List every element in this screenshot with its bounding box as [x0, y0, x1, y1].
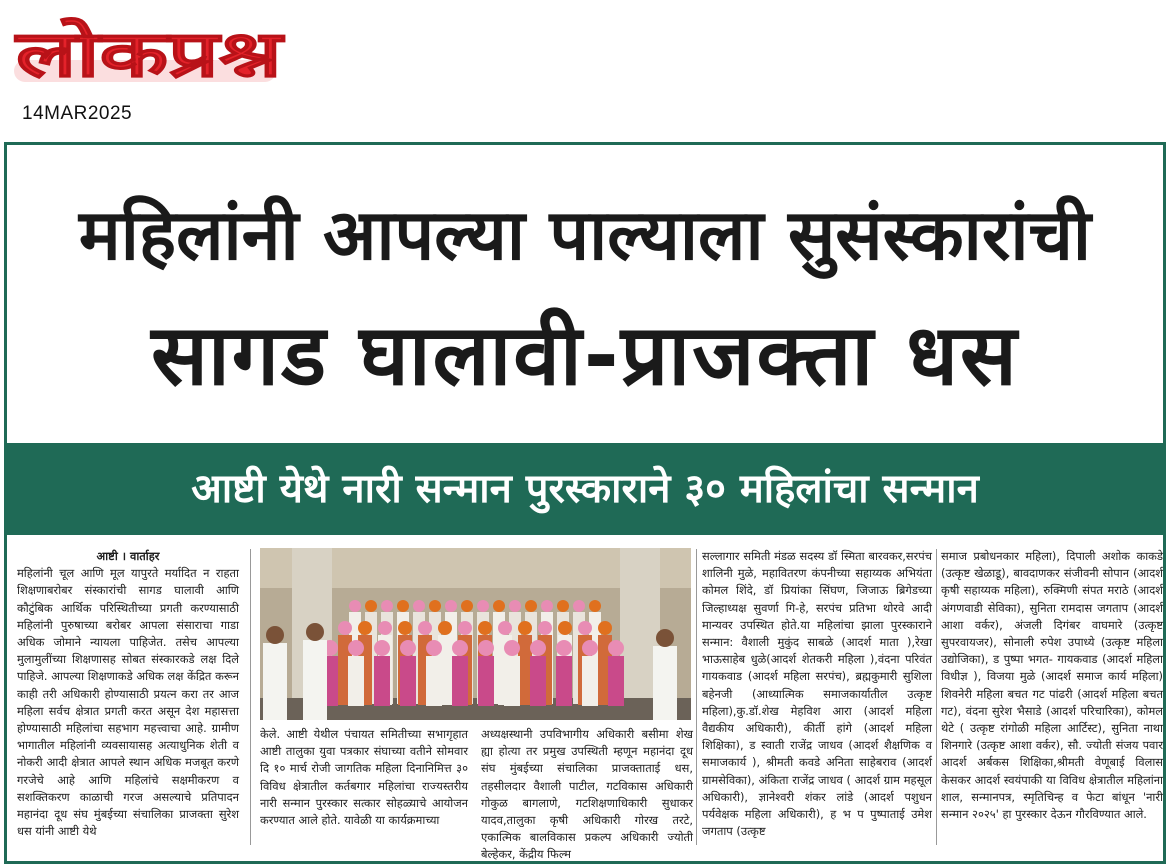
person-figure	[400, 656, 416, 706]
person-head	[598, 621, 612, 635]
person-head	[478, 621, 492, 635]
person-head	[306, 623, 324, 641]
person-head	[438, 621, 452, 635]
issue-date: 14MAR2025	[22, 103, 133, 124]
person-figure	[582, 656, 598, 706]
person-head	[397, 600, 409, 612]
person-head	[458, 621, 472, 635]
person-head	[478, 640, 494, 656]
person-figure	[608, 656, 624, 706]
person-head	[349, 600, 361, 612]
column-divider	[250, 549, 251, 845]
newspaper-logo[interactable]	[10, 2, 290, 98]
person-head	[365, 600, 377, 612]
article-photo[interactable]	[260, 548, 691, 720]
person-head	[656, 629, 674, 647]
group-photo-icon	[260, 548, 691, 720]
person-figure	[452, 656, 468, 706]
person-figure	[504, 656, 520, 706]
person-head	[589, 600, 601, 612]
person-head	[477, 600, 489, 612]
person-head	[556, 640, 572, 656]
subheadline-bar	[7, 443, 1163, 535]
column-2-text: केले. आष्टी येथील पंचायत समितीच्या सभागृहात आष्टी तालुका युवा पत्रकार संघाच्या वतीने सोमवार दि १० मार्च रोजी जागतिक महिला दिनानिमित्त ३० विविध क्षेत्रातील कर्तबगार महिलांचा राज्यस्तरीय नारी सन्मान पुरस्कार सत्कार सोहळ्याचे आयोजन करण्यात आले होते. यावेळी या कार्यक्रमाच्या	[260, 727, 468, 828]
person-figure	[478, 656, 494, 706]
person-head	[358, 621, 372, 635]
person-head	[504, 640, 520, 656]
person-head	[378, 621, 392, 635]
dateline: आष्टी । वार्ताहर	[96, 549, 160, 563]
column-3-text: अध्यक्षस्थानी उपविभागीय अधिकारी बसीमा शेख ह्या होत्या तर प्रमुख उपस्थिती म्हणून महानंदा दूध संघ मुंबईच्या संचालिका प्राजक्ताताई धस, तहसीलदार वैशाली पाटील, गटविकास अधिकारी गोकुळ बागलाणे, गटशिक्षणाधिकारी सुधाकर यादव,तालुका कृषी अधिकारी गोरख तरटे, एकात्मिक बालविकास प्रकल्प अधिकारी ज्योती बेल्हेकर, केंद्रीय फिल्म	[481, 727, 693, 862]
column-5-text: समाज प्रबोधनकार महिला), दिपाली अशोक काकडे (उत्कृष्ट खेळाडू), बावदाणकर संजीवनी सोपान (आदर्श कृषी सहाय्यक महिला), रुक्मिणी संपत मराठे (आदर्श अंगणवाडी सेविका), सुनिता रामदास जगताप (आदर्श आशा वर्कर), अंजली दिगंबर वाघमारे (उत्कृष्ट सुपरवायजर), सोनाली रुपेश उपाध्ये (उत्कृष्ट महिला उद्योजिका), ड पुष्पा भगत- गायकवाड (आदर्श महिला विधीज्ञ ), विजया मुळे (आदर्श समाज कार्य महिला) शिवनेरी महिला बचत गट पांढरी (आदर्श महिला बचत गट), वंदना सुरेश भैसाडे (आदर्श परिचारिका), कोमल थेटे ( उत्कृष्ट रांगोळी महिला आर्टिस्ट), सुनिता नाथा शिनगारे (उत्कृष्ट आशा वर्कर), सौ. ज्योती संजय पवार आदर्श अर्बकस शिक्षिका,श्रीमती वेणूबाई विलास केसकर आदर्श स्वयंपाकी या विविध क्षेत्रातील महिलांना शाल, सन्मानपत्र, स्मृतिचिन्ह व फेटा बांधून 'नारी सन्मान २०२५' हा पुरस्कार देऊन गौरविण्यात आले.	[941, 549, 1163, 822]
person-head	[381, 600, 393, 612]
person-figure	[374, 656, 390, 706]
headline-line-2: सागड घालावी-प्राजक्ता धस	[151, 306, 1019, 404]
article-column-2	[260, 726, 468, 851]
person-head	[429, 600, 441, 612]
person-figure	[426, 656, 442, 706]
person-head	[509, 600, 521, 612]
column-4-text: सल्लागार समिती मंडळ सदस्य डॉ स्मिता बारवकर,सरपंच शालिनी मुळे, महावितरण कंपनीच्या सहाय्यक अभियंता कोमल शिंदे, डॉ प्रियांका सिंघण, जिजाऊ ब्रिगेडच्या जिल्हाध्यक्ष सुवर्णा गि-हे, सरपंच प्रतिभा थोरवे आदी मान्यवर उपस्थित होते.या महिलांचा झाला पुरस्काराने सन्मान: वैशाली मुकुंद साबळे (आदर्श माता ),रेखा भाऊसाहेब धुळे(आदर्श शेतकरी महिला ),वंदना परिवंत गायकवाड (आदर्श महिला सरपंच), ब्रह्मकुमारी सुशिला बहेनजी (आध्यात्मिक समाजकार्यातील उत्कृष्ट महिला),कु.डॉ.शेख मेहविश आरा (आदर्श महिला वैद्यकीय अधिकारी), कीर्ती हांगे (आदर्श महिला शिक्षिका), ड स्वाती राजेंद्र जाधव (आदर्श शैक्षणिक व समाजकार्य ), श्रीमती कवडे अनिता साहेबराव (आदर्श ग्रामसेविका), अंकिता राजेंद्र जाधव ( आदर्श ग्राम महसूल अधिकारी), ज्ञानेश्वरी शंकर लांडे (आदर्श पशुधन पर्यवेक्षक महिला अधिकारी), ह भ प पुष्पाताई उमेश जगताप (उत्कृष्ट	[702, 549, 932, 839]
person-figure	[263, 643, 287, 720]
person-head	[558, 621, 572, 635]
person-figure	[303, 640, 327, 720]
person-head	[498, 621, 512, 635]
headline-line-1: महिलांनी आपल्या पाल्याला सुसंस्कारांची	[78, 194, 1092, 276]
column-divider	[936, 549, 937, 845]
person-head	[413, 600, 425, 612]
person-figure	[530, 656, 546, 706]
person-head	[426, 640, 442, 656]
person-head	[538, 621, 552, 635]
person-head	[518, 621, 532, 635]
article-column-4	[702, 548, 932, 848]
person-head	[582, 640, 598, 656]
person-head	[348, 640, 364, 656]
person-head	[493, 600, 505, 612]
person-figure	[556, 656, 572, 706]
logo-wordmark: लोकप्रश्न	[16, 18, 207, 92]
person-head	[525, 600, 537, 612]
article-frame	[4, 142, 1166, 864]
person-head	[530, 640, 546, 656]
person-head	[374, 640, 390, 656]
article-column-5	[941, 548, 1163, 848]
subheadline: आष्टी येथे नारी सन्मान पुरस्काराने ३० महिलांचा सन्मान	[191, 466, 979, 512]
person-head	[400, 640, 416, 656]
person-figure	[518, 635, 532, 705]
person-head	[461, 600, 473, 612]
person-head	[608, 640, 624, 656]
person-head	[573, 600, 585, 612]
article-column-1	[17, 548, 239, 848]
person-head	[266, 626, 284, 644]
person-head	[541, 600, 553, 612]
person-figure	[348, 656, 364, 706]
column-divider	[696, 549, 697, 845]
person-figure	[653, 646, 677, 720]
person-head	[452, 640, 468, 656]
masthead	[10, 2, 290, 124]
person-head	[578, 621, 592, 635]
column-1-text: महिलांनी चूल आणि मूल यापुरते मर्यादित न राहता शिक्षणाबरोबर संस्कारांची सागड घालावी आणि कौटुंबिक आर्थिक परिस्थितीच्या प्रगती करण्यासाठी महिलांनी पुरुषाच्या बरोबर आपला संसाराचा गाडा अधिक जोमाने न्यायला पाहिजेत. तसेच आपल्या मुलामुलींच्या शिक्षणासह सोबत संस्कारकडे लक्ष दिले पाहिजे. आपल्या शिक्षणाकडे अधिक लक्ष केंद्रित करून काही तरी अधिकारी होण्यासाठी प्रयत्न करा तर आज महिला सर्वच क्षेत्रात प्रगती करत असून देश महासत्ता होण्यासाठी महिलांचा सहभाग महत्त्वाचा आहे. ग्रामीण भागातील महिलांनी व्यवसायासह अत्याधुनिक शेती व नोकरी आदी क्षेत्रात आपले स्थान अधिक मजबूत करणे गरजेचे आहे आणि महिलांचे सक्षमीकरण व सशक्तिकरण काळाची गरज असल्याचे प्रतिपादन महानंदा दूध संघ मुंबईच्या संचालिका प्राजक्ता सुरेश धस यांनी आष्टी येथे	[17, 566, 239, 839]
person-head	[557, 600, 569, 612]
article-column-3	[481, 726, 693, 862]
person-head	[338, 621, 352, 635]
person-head	[398, 621, 412, 635]
person-head	[418, 621, 432, 635]
person-head	[445, 600, 457, 612]
